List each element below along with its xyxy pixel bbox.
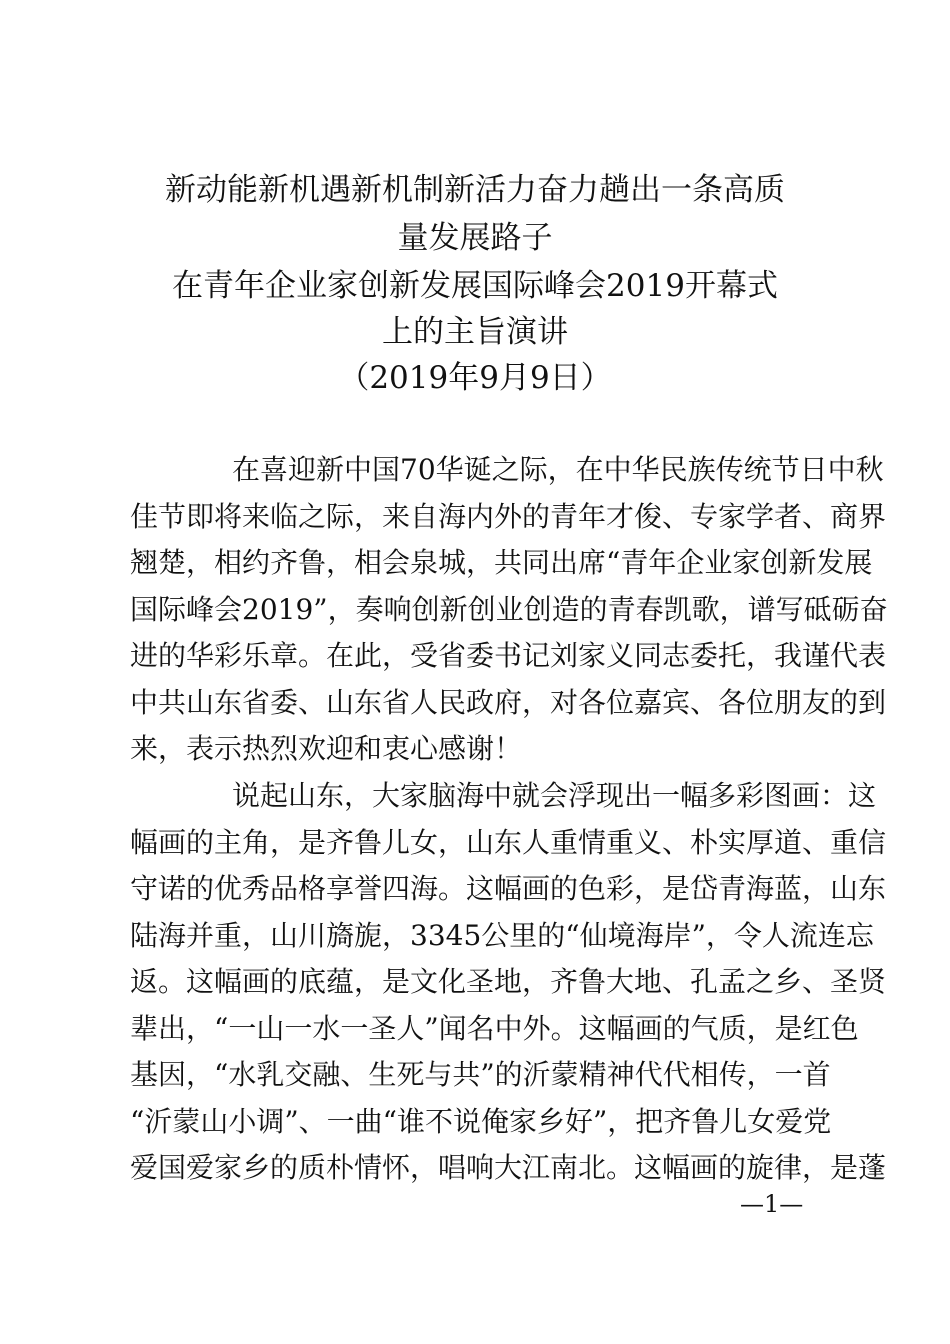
title-line-1: 新动能新机遇新机制新活力奋力趟出一条高质 bbox=[165, 172, 785, 208]
title-line-4: 上的主旨演讲 bbox=[382, 314, 568, 350]
paragraph-1-line: 国际峰会2019”，奏响创新创业创造的青春凯歌，谱写砥砺奋 bbox=[130, 593, 888, 626]
page-number: —1— bbox=[740, 1190, 804, 1218]
paragraph-1-line: 中共山东省委、山东省人民政府，对各位嘉宾、各位朋友的到 bbox=[130, 686, 887, 719]
paragraph-2-line: 守诺的优秀品格享誉四海。这幅画的色彩，是岱青海蓝，山东 bbox=[130, 872, 887, 905]
title-line-2: 量发展路子 bbox=[397, 220, 553, 256]
paragraph-1-line: 在喜迎新中国70华诞之际，在中华民族传统节日中秋 bbox=[232, 453, 884, 486]
paragraph-1-line: 来，表示热烈欢迎和衷心感谢！ bbox=[130, 732, 523, 765]
paragraph-2-line: 幅画的主角，是齐鲁儿女，山东人重情重义、朴实厚道、重信 bbox=[130, 826, 887, 859]
paragraph-2-line: “沂蒙山小调”、一曲“谁不说俺家乡好”，把齐鲁儿女爱党 bbox=[130, 1105, 832, 1138]
paragraph-1-line: 佳节即将来临之际，来自海内外的青年才俊、专家学者、商界 bbox=[130, 500, 887, 533]
paragraph-1-line: 翘楚，相约齐鲁，相会泉城，共同出席“青年企业家创新发展 bbox=[130, 546, 873, 579]
paragraph-2-line: 返。这幅画的底蕴，是文化圣地，齐鲁大地、孔孟之乡、圣贤 bbox=[130, 965, 887, 998]
paragraph-2-line: 基因，“水乳交融、生死与共”的沂蒙精神代代相传，一首 bbox=[130, 1058, 831, 1091]
title-date: （2019年9月9日） bbox=[338, 360, 612, 396]
paragraph-1-line: 进的华彩乐章。在此，受省委书记刘家义同志委托，我谨代表 bbox=[130, 639, 887, 672]
paragraph-2-line: 爱国爱家乡的质朴情怀，唱响大江南北。这幅画的旋律，是蓬 bbox=[130, 1151, 887, 1184]
title-line-3: 在青年企业家创新发展国际峰会2019开幕式 bbox=[172, 268, 778, 304]
paragraph-2-line: 辈出，“一山一水一圣人”闻名中外。这幅画的气质，是红色 bbox=[130, 1012, 859, 1045]
paragraph-2-line: 陆海并重，山川旖旎，3345公里的“仙境海岸”，令人流连忘 bbox=[130, 919, 874, 952]
paragraph-2-line: 说起山东，大家脑海中就会浮现出一幅多彩图画：这 bbox=[232, 779, 877, 812]
